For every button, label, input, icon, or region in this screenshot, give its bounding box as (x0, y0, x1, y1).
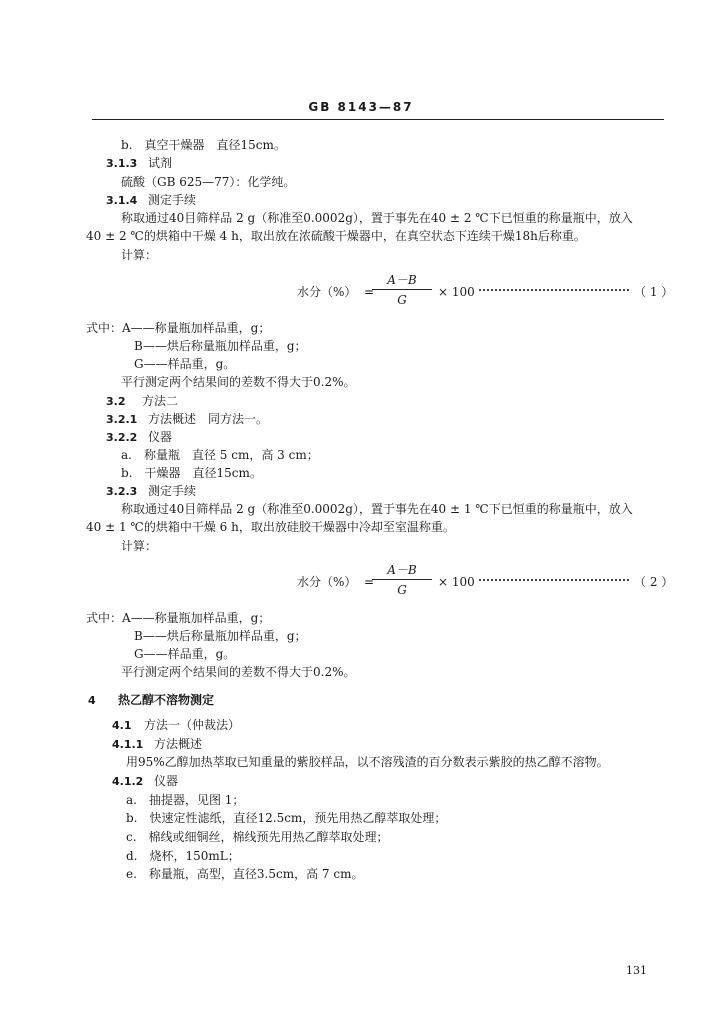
procedure-line-1: 称取通过40目筛样品 2 g（称准至0.0002g），置于事先在40 ± 2 ℃下已恒重的称量瓶中，放入 (121, 211, 633, 225)
section-number: 4.1.1 (112, 738, 144, 751)
item-a-weighing-bottle: a. 称量瓶 直径 5 cm，高 3 cm； (121, 448, 319, 462)
calc-label: 计算： (121, 248, 158, 262)
item-e-weighing-bottle: e. 称量瓶，高型，直径3.5cm，高 7 cm。 (126, 867, 364, 881)
item-d-beaker: d. 烧杯，150mL； (126, 849, 240, 863)
formula-multiplier: × 100 (438, 575, 475, 589)
formula-equals: = (364, 575, 375, 589)
calc-label-2: 计算： (121, 539, 158, 553)
section-title: 试剂 (148, 156, 173, 170)
section-title: 热乙醇不溶物测定 (118, 693, 215, 707)
section-3-2-2 (106, 429, 172, 446)
section-3-2 (106, 393, 178, 410)
section-title: 方法概述 同方法一。 (148, 412, 269, 426)
tolerance-note-2: 平行测定两个结果间的差数不得大于0.2%。 (121, 665, 356, 679)
section-3-1-4 (106, 192, 196, 209)
dot-leader (479, 289, 629, 291)
equation-number: （ 1 ） (634, 285, 674, 299)
section-title: 测定手续 (148, 484, 197, 498)
tolerance-note: 平行测定两个结果间的差数不得大于0.2%。 (121, 375, 356, 389)
section-title: 方法一（仲裁法） (144, 718, 241, 732)
dot-leader (479, 579, 629, 581)
where-g-2: G——样品重，g。 (134, 647, 236, 661)
section-number: 3.1.3 (106, 157, 138, 170)
section-title: 仪器 (154, 774, 179, 788)
procedure2-line-1: 称取通过40目筛样品 2 g（称准至0.0002g），置于事先在40 ± 1 ℃下已恒重的称量瓶中，放入 (121, 502, 633, 516)
item-b-filter-paper: b. 快速定性滤纸，直径12.5cm，预先用热乙醇萃取处理； (126, 811, 447, 825)
where-a: 式中：A——称量瓶加样品重，g； (86, 321, 271, 335)
where-g: G——样品重，g。 (134, 357, 236, 371)
formula-denominator: G (397, 583, 407, 597)
section-number: 4.1 (112, 719, 132, 732)
reagent-text: 硫酸（GB 625—77）：化学纯。 (121, 175, 296, 189)
section-number: 3.2.3 (106, 485, 138, 498)
section-title: 测定手续 (148, 193, 197, 207)
formula-multiplier: × 100 (438, 285, 475, 299)
section-4-1-2 (112, 773, 178, 790)
formula-2 (0, 562, 722, 602)
equation-number: （ 2 ） (634, 575, 674, 589)
section-number: 3.2.1 (106, 413, 138, 426)
fraction-bar (372, 289, 432, 290)
header-rule (92, 119, 664, 120)
where-b: B——烘后称量瓶加样品重，g； (134, 339, 307, 353)
fraction-bar (372, 579, 432, 580)
section-4-heading (88, 692, 214, 709)
section-number: 3.1.4 (106, 194, 138, 207)
formula-lhs: 水分（%） (297, 575, 357, 589)
procedure2-line-2: 40 ± 1 ℃的烘箱中干燥 6 h，取出放硅胶干燥器中冷却至室温称重。 (86, 520, 455, 534)
section-number: 4 (88, 694, 96, 707)
formula-numerator: A－B (387, 273, 417, 287)
section-number: 4.1.2 (112, 775, 144, 788)
standard-header: GB 8143—87 (308, 100, 414, 114)
formula-denominator: G (397, 293, 407, 307)
item-b-dryer: b. 干燥器 直径15cm。 (121, 466, 262, 480)
section-4-1 (112, 717, 240, 734)
section-title: 方法二 (142, 394, 179, 408)
section-3-2-3 (106, 483, 196, 500)
section-title: 方法概述 (154, 737, 203, 751)
formula-1 (0, 272, 722, 312)
section-3-2-1 (106, 411, 268, 428)
formula-equals: = (364, 285, 375, 299)
formula-numerator: A－B (387, 563, 417, 577)
section-3-1-3 (106, 155, 172, 172)
formula-lhs: 水分（%） (297, 285, 357, 299)
section-number: 3.2.2 (106, 431, 138, 444)
procedure-line-2: 40 ± 2 ℃的烘箱中干燥 4 h，取出放在浓硫酸干燥器中，在真空状态下连续干燥18h后称重。 (86, 229, 586, 243)
page-number: 131 (626, 964, 647, 977)
method-overview-text: 用95%乙醇加热萃取已知重量的紫胶样品，以不溶残渣的百分数表示紫胶的热乙醇不溶物。 (126, 755, 609, 769)
section-title: 仪器 (148, 430, 173, 444)
section-4-1-1 (112, 736, 202, 753)
where-a-2: 式中：A——称量瓶加样品重，g； (86, 611, 271, 625)
item-b-vacuum-dryer: b. 真空干燥器 直径15cm。 (121, 138, 286, 152)
where-b-2: B——烘后称量瓶加样品重，g； (134, 629, 307, 643)
item-a-extractor: a. 抽提器，见图 1； (126, 793, 245, 807)
item-c-cotton-thread: c. 棉线或细铜丝，棉线预先用热乙醇萃取处理； (126, 830, 389, 844)
section-number: 3.2 (106, 395, 126, 408)
